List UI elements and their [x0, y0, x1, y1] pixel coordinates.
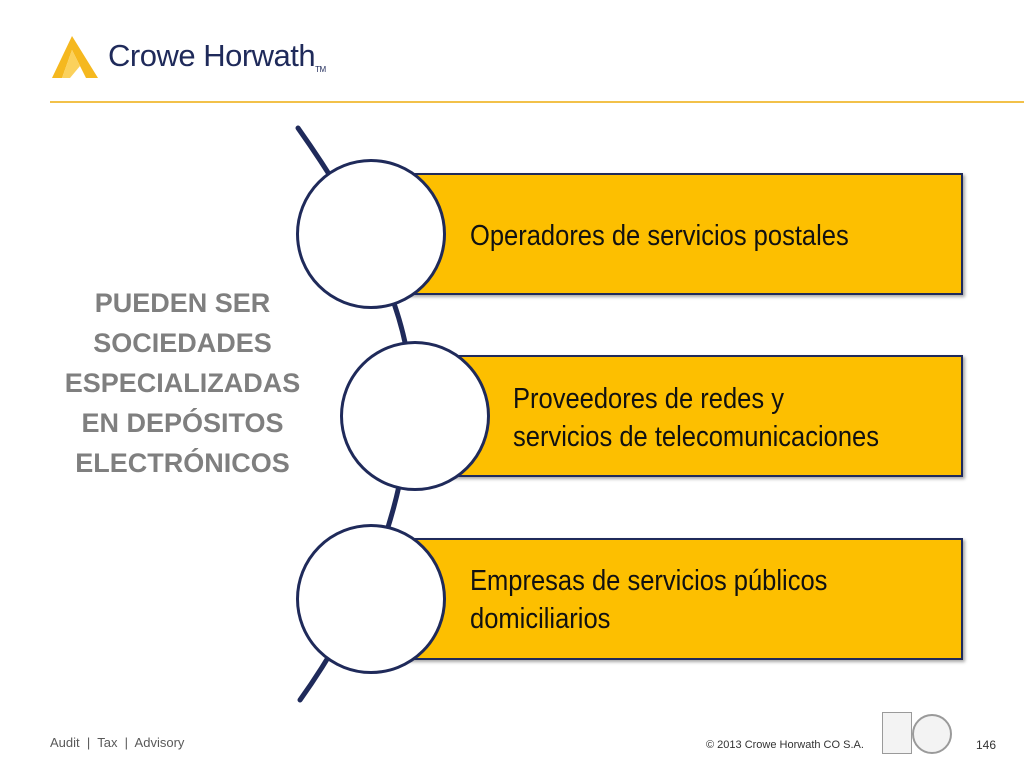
list-item-circle: [340, 341, 490, 491]
list-item: [445, 355, 963, 477]
list-item: [402, 173, 963, 295]
footer-services: Audit | Tax | Advisory: [50, 735, 185, 750]
list-item-circle: [296, 524, 446, 674]
list-item: [402, 538, 963, 660]
brand-trademark: TM: [315, 65, 326, 74]
footer-copyright: © 2013 Crowe Horwath CO S.A.: [706, 739, 864, 751]
page-number: 146: [976, 738, 997, 752]
iso-9001-cert-icon: [882, 712, 912, 754]
diagram-title: PUEDEN SER SOCIEDADES ESPECIALIZADAS EN DEPÓSITOS ELECTRÓNICOS: [64, 288, 301, 478]
list-item-label: Empresas de servicios públicos domiciliarios: [470, 565, 828, 635]
brand-name: Crowe Horwath: [108, 38, 316, 73]
list-item-label: Operadores de servicios postales: [470, 220, 849, 252]
list-item-circle: [296, 159, 446, 309]
list-item-label: Proveedores de redes y servicios de telecomunicaciones: [513, 383, 879, 453]
iqnet-cert-icon: [912, 714, 952, 754]
